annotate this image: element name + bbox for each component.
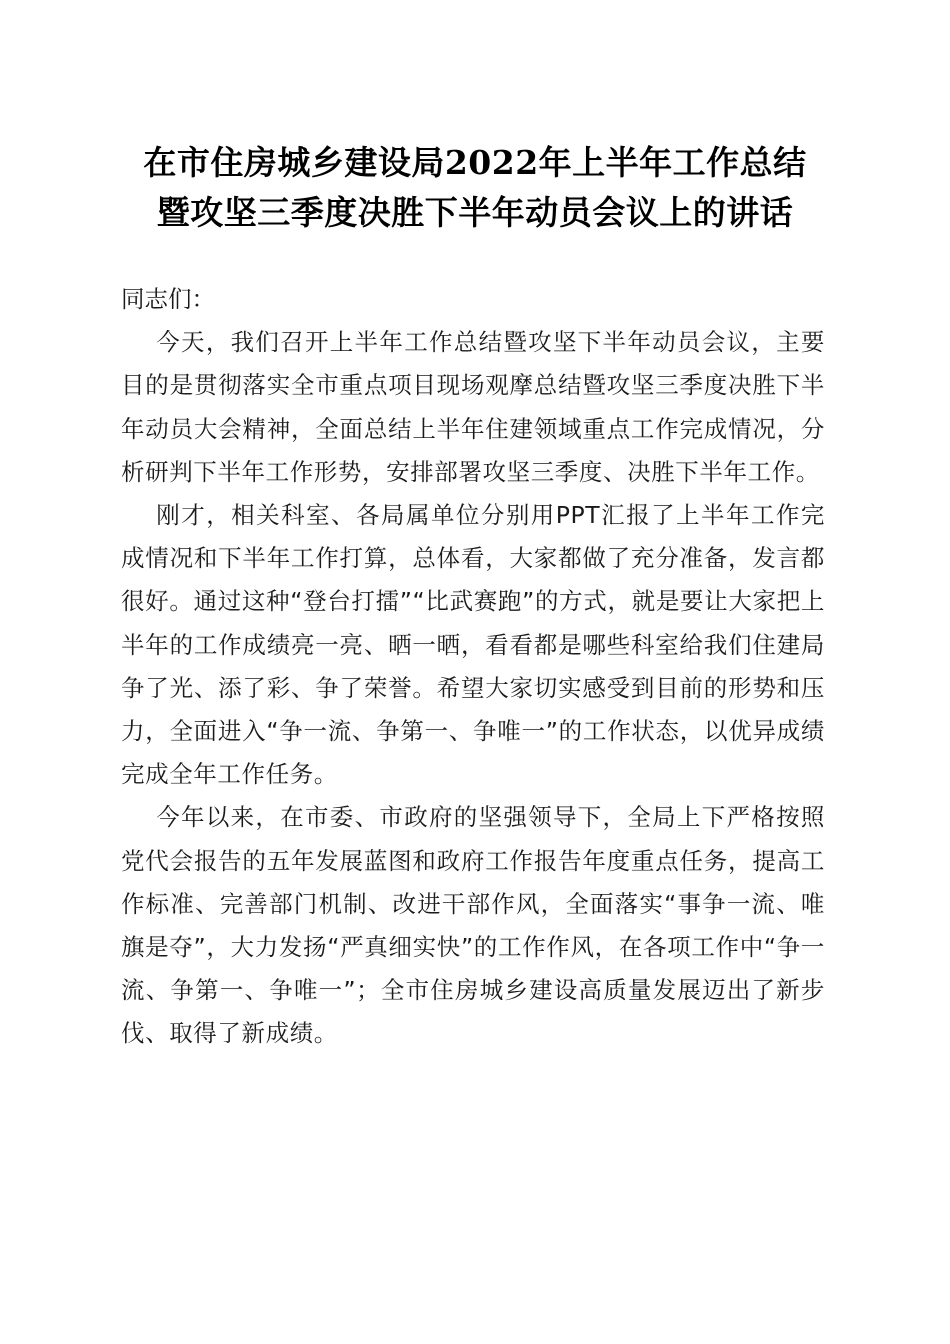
title-line-1: 在市住房城乡建设局2022年上半年工作总结 [143, 143, 807, 182]
salutation: 同志们： [121, 285, 215, 313]
paragraph-2: 刚才，相关科室、各局属单位分别用PPT汇报了上半年工作完成情况和下半年工作打算，总体看，大家都做了充分准备，发言都很好。通过这种“登台打擂”“比武赛跑”的方式，就是要让大家把上半年的工作成绩亮一亮、晒一晒，看看都是哪些科室给我们住建局争了光、添了彩、争了荣誉。希望大家切实感受到目前的形势和压力，全面进入“争一流、争第一、争唯一”的工作状态，以优异成绩完成全年工作任务。 [121, 501, 825, 789]
document-title [100, 138, 850, 238]
document-body [121, 278, 825, 1056]
paragraph-1: 今天，我们召开上半年工作总结暨攻坚下半年动员会议，主要目的是贯彻落实全市重点项目现场观摩总结暨攻坚三季度决胜下半年动员大会精神，全面总结上半年住建领域重点工作完成情况，分析研判下半年工作形势，安排部署攻坚三季度、决胜下半年工作。 [121, 328, 825, 486]
title-line-2: 暨攻坚三季度决胜下半年动员会议上的讲话 [156, 193, 794, 232]
paragraph-3: 今年以来，在市委、市政府的坚强领导下，全局上下严格按照党代会报告的五年发展蓝图和政府工作报告年度重点任务，提高工作标准、完善部门机制、改进干部作风，全面落实“事争一流、唯旗是夺”，大力发扬“严真细实快”的工作作风，在各项工作中“争一流、争第一、争唯一”；全市住房城乡建设高质量发展迈出了新步伐、取得了新成绩。 [121, 803, 825, 1048]
